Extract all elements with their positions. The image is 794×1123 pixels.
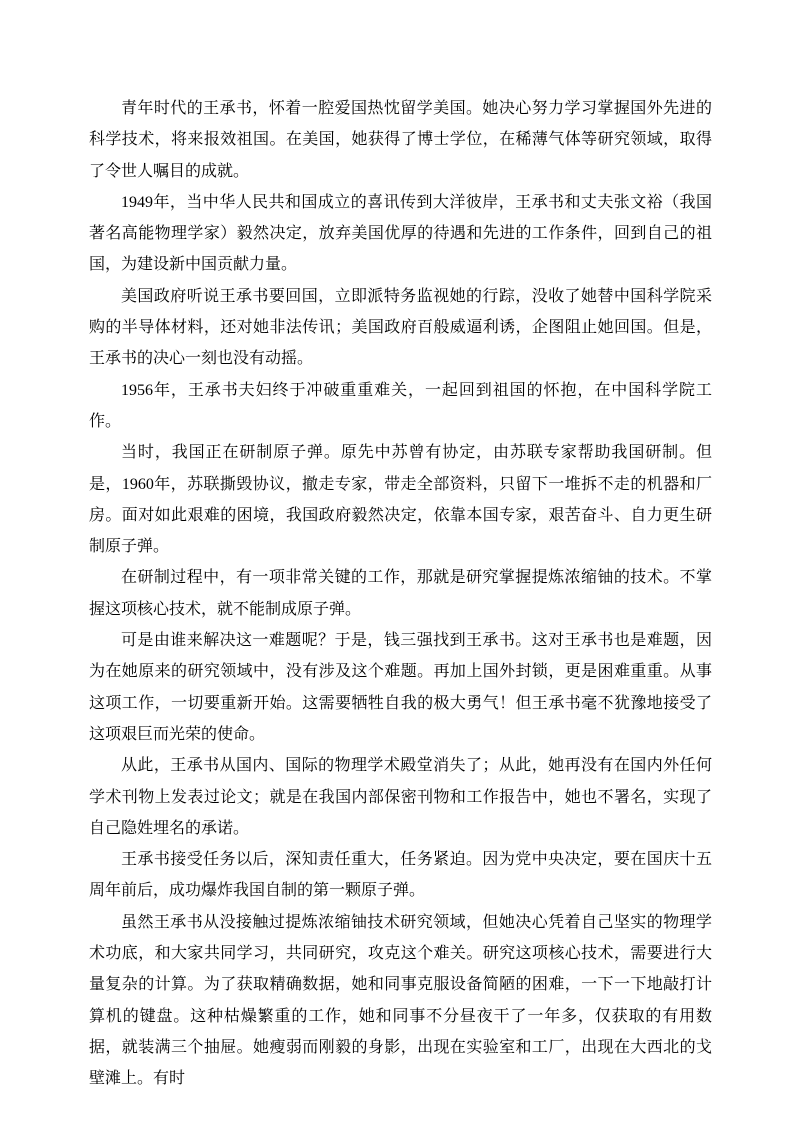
paragraph: 王承书接受任务以后，深知责任重大，任务紧迫。因为党中央决定，要在国庆十五周年前后，成功爆炸我国自制的第一颗原子弹。 — [89, 851, 712, 900]
paragraph: 虽然王承书从没接触过提炼浓缩铀技术研究领域，但她决心凭着自己坚实的物理学术功底，和大家共同学习，共同研究，攻克这个难关。研究这项核心技术，需要进行大量复杂的计算。为了获取精确数据，她和同事克服设备简陋的困难，一下一下地敲打计算机的键盘。这种枯燥繁重的工作，她和同事不分昼夜干了一年多，仅获取的有用数据，就装满三个抽屉。她瘦弱而刚毅的身影，出现在实验室和工厂，出现在大西北的戈壁滩上。有时 — [89, 913, 712, 1088]
paragraph: 在研制过程中，有一项非常关键的工作，那就是研究掌握提炼浓缩铀的技术。不掌握这项核心技术，就不能制成原子弹。 — [89, 569, 712, 618]
text-block — [89, 93, 712, 1095]
paragraph: 当时，我国正在研制原子弹。原先中苏曾有协定，由苏联专家帮助我国研制。但是，1960年，苏联撕毁协议，撤走专家，带走全部资料，只留下一堆拆不走的机器和厂房。面对如此艰难的困境，我国政府毅然决定，依靠本国专家，艰苦奋斗、自力更生研制原子弹。 — [89, 444, 712, 556]
paragraph: 1949年，当中华人民共和国成立的喜讯传到大洋彼岸，王承书和丈夫张文裕（我国著名高能物理学家）毅然决定，放弃美国优厚的待遇和先进的工作条件，回到自己的祖国，为建设新中国贡献力量。 — [89, 193, 712, 274]
paragraph: 可是由谁来解决这一难题呢？于是，钱三强找到王承书。这对王承书也是难题，因为在她原来的研究领域中，没有涉及这个难题。再加上国外封锁，更是困难重重。从事这项工作，一切要重新开始。这需要牺牲自我的极大勇气！但王承书毫不犹豫地接受了这项艰巨而光荣的使命。 — [89, 632, 712, 743]
paragraph: 青年时代的王承书，怀着一腔爱国热忱留学美国。她决心努力学习掌握国外先进的科学技术，将来报效祖国。在美国，她获得了博士学位，在稀薄气体等研究领域，取得了令世人嘱目的成就。 — [89, 100, 712, 180]
paragraph: 从此，王承书从国内、国际的物理学术殿堂消失了；从此，她再没有在国内外任何学术刊物上发表过论文；就是在我国内部保密刊物和工作报告中，她也不署名，实现了自己隐姓埋名的承诺。 — [89, 757, 712, 837]
paragraph: 1956年，王承书夫妇终于冲破重重难关，一起回到祖国的怀抱，在中国科学院工作。 — [89, 381, 712, 430]
paragraph: 美国政府听说王承书要回国，立即派特务监视她的行踪，没收了她替中国科学院采购的半导体材料，还对她非法传讯；美国政府百般威逼利诱，企图阻止她回国。但是，王承书的决心一刻也没有动摇。 — [89, 287, 712, 368]
